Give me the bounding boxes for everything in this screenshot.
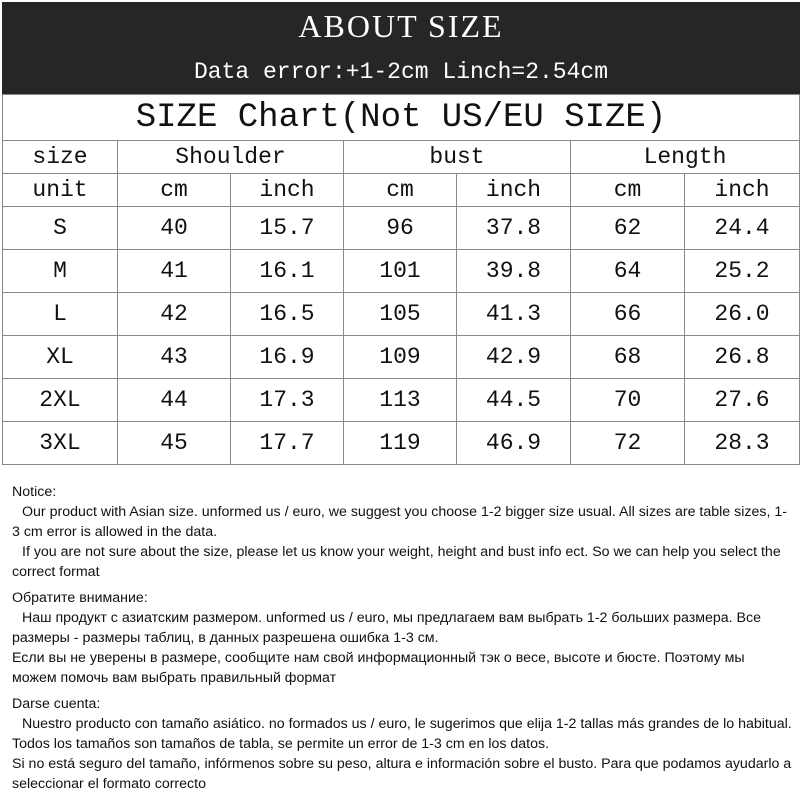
group-header-row: [3, 141, 800, 174]
size-label-cell: L: [3, 293, 118, 336]
header-cell: size: [3, 141, 118, 174]
value-cell: 43: [118, 336, 231, 379]
size-label-cell: 3XL: [3, 422, 118, 465]
value-cell: 42: [118, 293, 231, 336]
value-cell: 26.8: [685, 336, 800, 379]
value-cell: 15.7: [231, 207, 344, 250]
table-row: [3, 250, 800, 293]
unit-cell: cm: [571, 174, 685, 207]
value-cell: 119: [344, 422, 457, 465]
value-cell: 96: [344, 207, 457, 250]
value-cell: 28.3: [685, 422, 800, 465]
value-cell: 72: [571, 422, 685, 465]
value-cell: 66: [571, 293, 685, 336]
size-label-cell: 2XL: [3, 379, 118, 422]
notice-title-es: Darse cuenta:: [12, 696, 101, 712]
value-cell: 16.1: [231, 250, 344, 293]
header-cell: bust: [344, 141, 571, 174]
value-cell: 64: [571, 250, 685, 293]
value-cell: 109: [344, 336, 457, 379]
about-size-header: ABOUT SIZE: [2, 2, 800, 49]
unit-cell: inch: [457, 174, 571, 207]
value-cell: 113: [344, 379, 457, 422]
value-cell: 25.2: [685, 250, 800, 293]
table-row: [3, 293, 800, 336]
value-cell: 17.7: [231, 422, 344, 465]
table-row: [3, 422, 800, 465]
value-cell: 62: [571, 207, 685, 250]
unit-cell: unit: [3, 174, 118, 207]
value-cell: 16.9: [231, 336, 344, 379]
header-cell: Length: [571, 141, 800, 174]
size-label-cell: M: [3, 250, 118, 293]
notice-section: [12, 482, 792, 800]
value-cell: 42.9: [457, 336, 571, 379]
value-cell: 40: [118, 207, 231, 250]
value-cell: 41.3: [457, 293, 571, 336]
value-cell: 105: [344, 293, 457, 336]
unit-cell: inch: [685, 174, 800, 207]
value-cell: 41: [118, 250, 231, 293]
notice-text: Our product with Asian size. unformed us / euro, we suggest you choose 1-2 bigger size usual. All sizes are table sizes, 1-3 cm error is allowed in the data.: [12, 504, 787, 540]
notice-text: Nuestro producto con tamaño asiático. no formados us / euro, le sugerimos que elija 1-2 tallas más grandes de lo habitual. Todos los tamaños son tamaños de tabla, se permite un error de 1-3 cm en los datos.: [12, 716, 792, 752]
value-cell: 26.0: [685, 293, 800, 336]
header-cell: Shoulder: [118, 141, 344, 174]
value-cell: 27.6: [685, 379, 800, 422]
notice-title-ru: Обратите внимание:: [12, 590, 148, 606]
table-row: [3, 336, 800, 379]
value-cell: 44.5: [457, 379, 571, 422]
value-cell: 70: [571, 379, 685, 422]
unit-cell: inch: [231, 174, 344, 207]
value-cell: 101: [344, 250, 457, 293]
value-cell: 46.9: [457, 422, 571, 465]
data-error-note: Data error:+1-2cm Linch=2.54cm: [2, 48, 800, 95]
value-cell: 44: [118, 379, 231, 422]
value-cell: 24.4: [685, 207, 800, 250]
value-cell: 45: [118, 422, 231, 465]
value-cell: 16.5: [231, 293, 344, 336]
size-label-cell: XL: [3, 336, 118, 379]
notice-text: If you are not sure about the size, please let us know your weight, height and bust info ect. So we can help you select the correct format: [12, 544, 781, 580]
unit-cell: cm: [118, 174, 231, 207]
notice-text: Наш продукт с азиатским размером. unformed us / euro, мы предлагаем вам выбрать 1-2 больших размера. Все размеры - размеры таблиц, в данных разрешена ошибка 1-3 см.: [12, 610, 761, 646]
table-row: [3, 207, 800, 250]
value-cell: 68: [571, 336, 685, 379]
value-cell: 39.8: [457, 250, 571, 293]
value-cell: 17.3: [231, 379, 344, 422]
table-row: [3, 379, 800, 422]
notice-title-en: Notice:: [12, 484, 57, 500]
notice-text: Если вы не уверены в размере, сообщите нам свой информационный тэк о весе, высоте и бюсте. Поэтому мы можем помочь вам выбрать правильный формат: [12, 650, 745, 686]
unit-header-row: [3, 174, 800, 207]
size-label-cell: S: [3, 207, 118, 250]
notice-text: Si no está seguro del tamaño, infórmenos sobre su peso, altura e información sobre el busto. Para que podamos ayudarlo a seleccionar el formato correcto: [12, 756, 792, 792]
value-cell: 37.8: [457, 207, 571, 250]
unit-cell: cm: [344, 174, 457, 207]
size-chart-table: [2, 94, 800, 465]
size-chart-title: SIZE Chart(Not US/EU SIZE): [3, 95, 800, 141]
